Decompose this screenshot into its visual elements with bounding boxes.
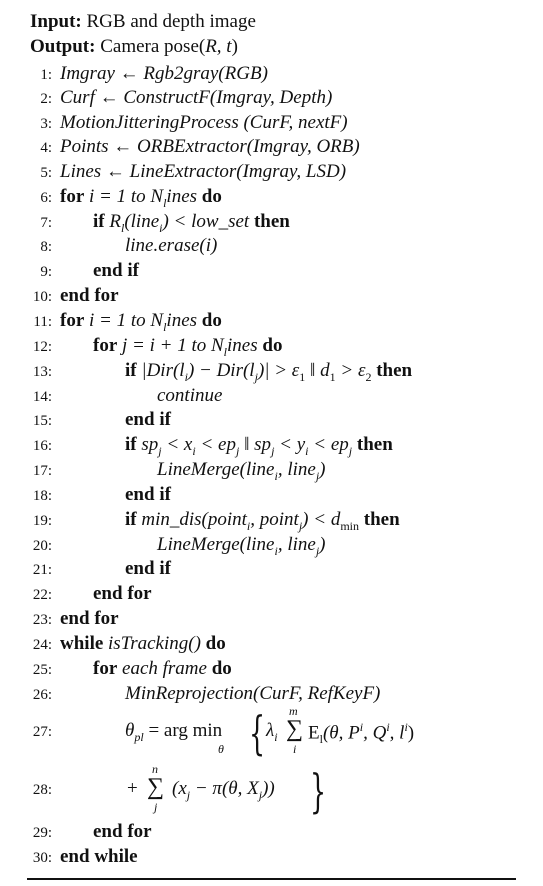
sum-lower: j <box>154 800 158 814</box>
line-code: line.erase(i) <box>125 235 218 256</box>
algo-line-12 <box>0 334 543 358</box>
right-brace: } <box>310 764 327 818</box>
output-line <box>30 36 238 58</box>
input-line <box>30 11 256 33</box>
line-number: 9: <box>40 264 52 280</box>
algo-line-7 <box>0 210 543 234</box>
algo-line-1 <box>0 62 543 86</box>
line-code: MinReprojection(CurF, RefKeyF) <box>125 683 381 704</box>
line-code: Imgray ← Rgb2gray(RGB) <box>60 63 268 84</box>
line-code: end while <box>60 846 138 867</box>
sum-lower: i <box>293 742 297 756</box>
line-number: 4: <box>40 140 52 156</box>
line-number: 29: <box>32 825 52 841</box>
line-code: end if <box>93 260 139 281</box>
line-code: if min_dis(point$_i$, point$_j$) < $d_{min}$ then <box>125 509 400 533</box>
left-brace: { <box>249 706 266 760</box>
line-number: 13: <box>32 364 52 380</box>
line-number: 18: <box>32 488 52 504</box>
line-number: 23: <box>32 612 52 628</box>
sum-symbol: ∑ <box>286 716 304 742</box>
line-number: 19: <box>32 513 52 529</box>
line-code: Points ← ORBExtractor(Imgray, ORB) <box>60 136 360 157</box>
algo-line-14 <box>0 384 543 408</box>
algo-line-24 <box>0 632 543 656</box>
line-number: 28: <box>32 782 52 798</box>
algo-line-15 <box>0 408 543 432</box>
input-text: RGB and depth image <box>86 11 256 32</box>
line-number: 17: <box>32 463 52 479</box>
algo-line-28 <box>0 762 543 818</box>
line-number: 22: <box>32 587 52 603</box>
algo-line-22 <box>0 582 543 606</box>
input-label: Input: <box>30 11 82 32</box>
algo-line-3 <box>0 111 543 135</box>
algo-line-11 <box>0 309 543 333</box>
algo-line-27 <box>0 706 543 758</box>
line-code: for each frame do <box>93 658 232 679</box>
line-number: 24: <box>32 637 52 653</box>
line-code: if $sp_j < x_i < ep_j$ ‖ $sp_j < y_i < ep_j$ then <box>125 434 393 458</box>
bottom-rule <box>27 878 516 880</box>
line-code: while isTracking() do <box>60 633 226 654</box>
line-number: 20: <box>32 538 52 554</box>
line-code: for j = i + 1 to $N_lines$ do <box>93 335 283 359</box>
line-number: 3: <box>40 116 52 132</box>
reprojection-term: ($x_j - \pi(\theta$, $X_j$)) <box>172 778 275 802</box>
line-code: Lines ← LineExtractor(Imgray, LSD) <box>60 161 347 182</box>
line-number: 27: <box>32 724 52 740</box>
line-code: Curf ← ConstructF(Imgray, Depth) <box>60 87 333 108</box>
line-number: 14: <box>32 389 52 405</box>
line-number: 16: <box>32 438 52 454</box>
line-code: MotionJitteringProcess (CurF, nextF) <box>60 112 348 133</box>
algo-line-26 <box>0 682 543 706</box>
energy-term: $E_l(\theta$, $P^i$, $Q^i$, $l^i$) <box>308 720 415 747</box>
line-number: 25: <box>32 662 52 678</box>
equation-theta: $\theta_{pl}$ = arg min <box>125 720 223 744</box>
sum-upper: m <box>289 704 298 718</box>
plus-sign: + <box>127 778 138 799</box>
output-label: Output: <box>30 36 96 57</box>
line-number: 2: <box>40 91 52 107</box>
line-code: for i = 1 to $N_lines$ do <box>60 310 222 334</box>
line-number: 26: <box>32 687 52 703</box>
algo-line-9 <box>0 259 543 283</box>
line-number: 6: <box>40 190 52 206</box>
argmin-subscript: θ <box>218 742 224 756</box>
algo-line-23 <box>0 607 543 631</box>
line-code: end for <box>60 608 119 629</box>
algo-line-5 <box>0 160 543 184</box>
sum-upper: n <box>152 762 158 776</box>
algo-line-20 <box>0 533 543 557</box>
algo-line-25 <box>0 657 543 681</box>
algo-line-6 <box>0 185 543 209</box>
line-number: 1: <box>40 67 52 83</box>
output-text: Camera pose(R, t) <box>100 36 238 57</box>
algo-line-2 <box>0 86 543 110</box>
line-code: end for <box>60 285 119 306</box>
line-code: continue <box>157 385 223 406</box>
line-code: end if <box>125 409 171 430</box>
sum-symbol: ∑ <box>147 774 165 800</box>
line-code: for i = 1 to $N_lines$ do <box>60 186 222 210</box>
line-number: 10: <box>32 289 52 305</box>
lambda: $\lambda_i$ <box>266 720 278 744</box>
line-number: 7: <box>40 215 52 231</box>
line-code: end for <box>93 821 152 842</box>
algo-line-4 <box>0 135 543 159</box>
algo-line-19 <box>0 508 543 532</box>
line-code: end for <box>93 583 152 604</box>
algo-line-8 <box>0 234 543 258</box>
line-number: 8: <box>40 239 52 255</box>
line-code: LineMerge(line$_i$, line$_j$) <box>157 534 326 558</box>
line-code: if $|Dir(l_i) - Dir(l_j)| > \varepsilon_1$ ‖ $d_1 > \varepsilon_2$ then <box>125 360 413 384</box>
line-code: if $R_l(line_i)$ < low_set then <box>93 211 290 235</box>
line-number: 5: <box>40 165 52 181</box>
line-number: 11: <box>33 314 52 330</box>
algo-line-18 <box>0 483 543 507</box>
line-number: 12: <box>32 339 52 355</box>
algo-line-16 <box>0 433 543 457</box>
algo-line-21 <box>0 557 543 581</box>
algo-line-13 <box>0 359 543 383</box>
algo-line-10 <box>0 284 543 308</box>
line-code: end if <box>125 558 171 579</box>
line-number: 21: <box>32 562 52 578</box>
line-number: 15: <box>32 413 52 429</box>
line-code: end if <box>125 484 171 505</box>
algo-line-17 <box>0 458 543 482</box>
algo-line-29 <box>0 820 543 844</box>
algo-line-30 <box>0 845 543 869</box>
line-code: LineMerge(line$_i$, line$_j$) <box>157 459 326 483</box>
line-number: 30: <box>32 850 52 866</box>
